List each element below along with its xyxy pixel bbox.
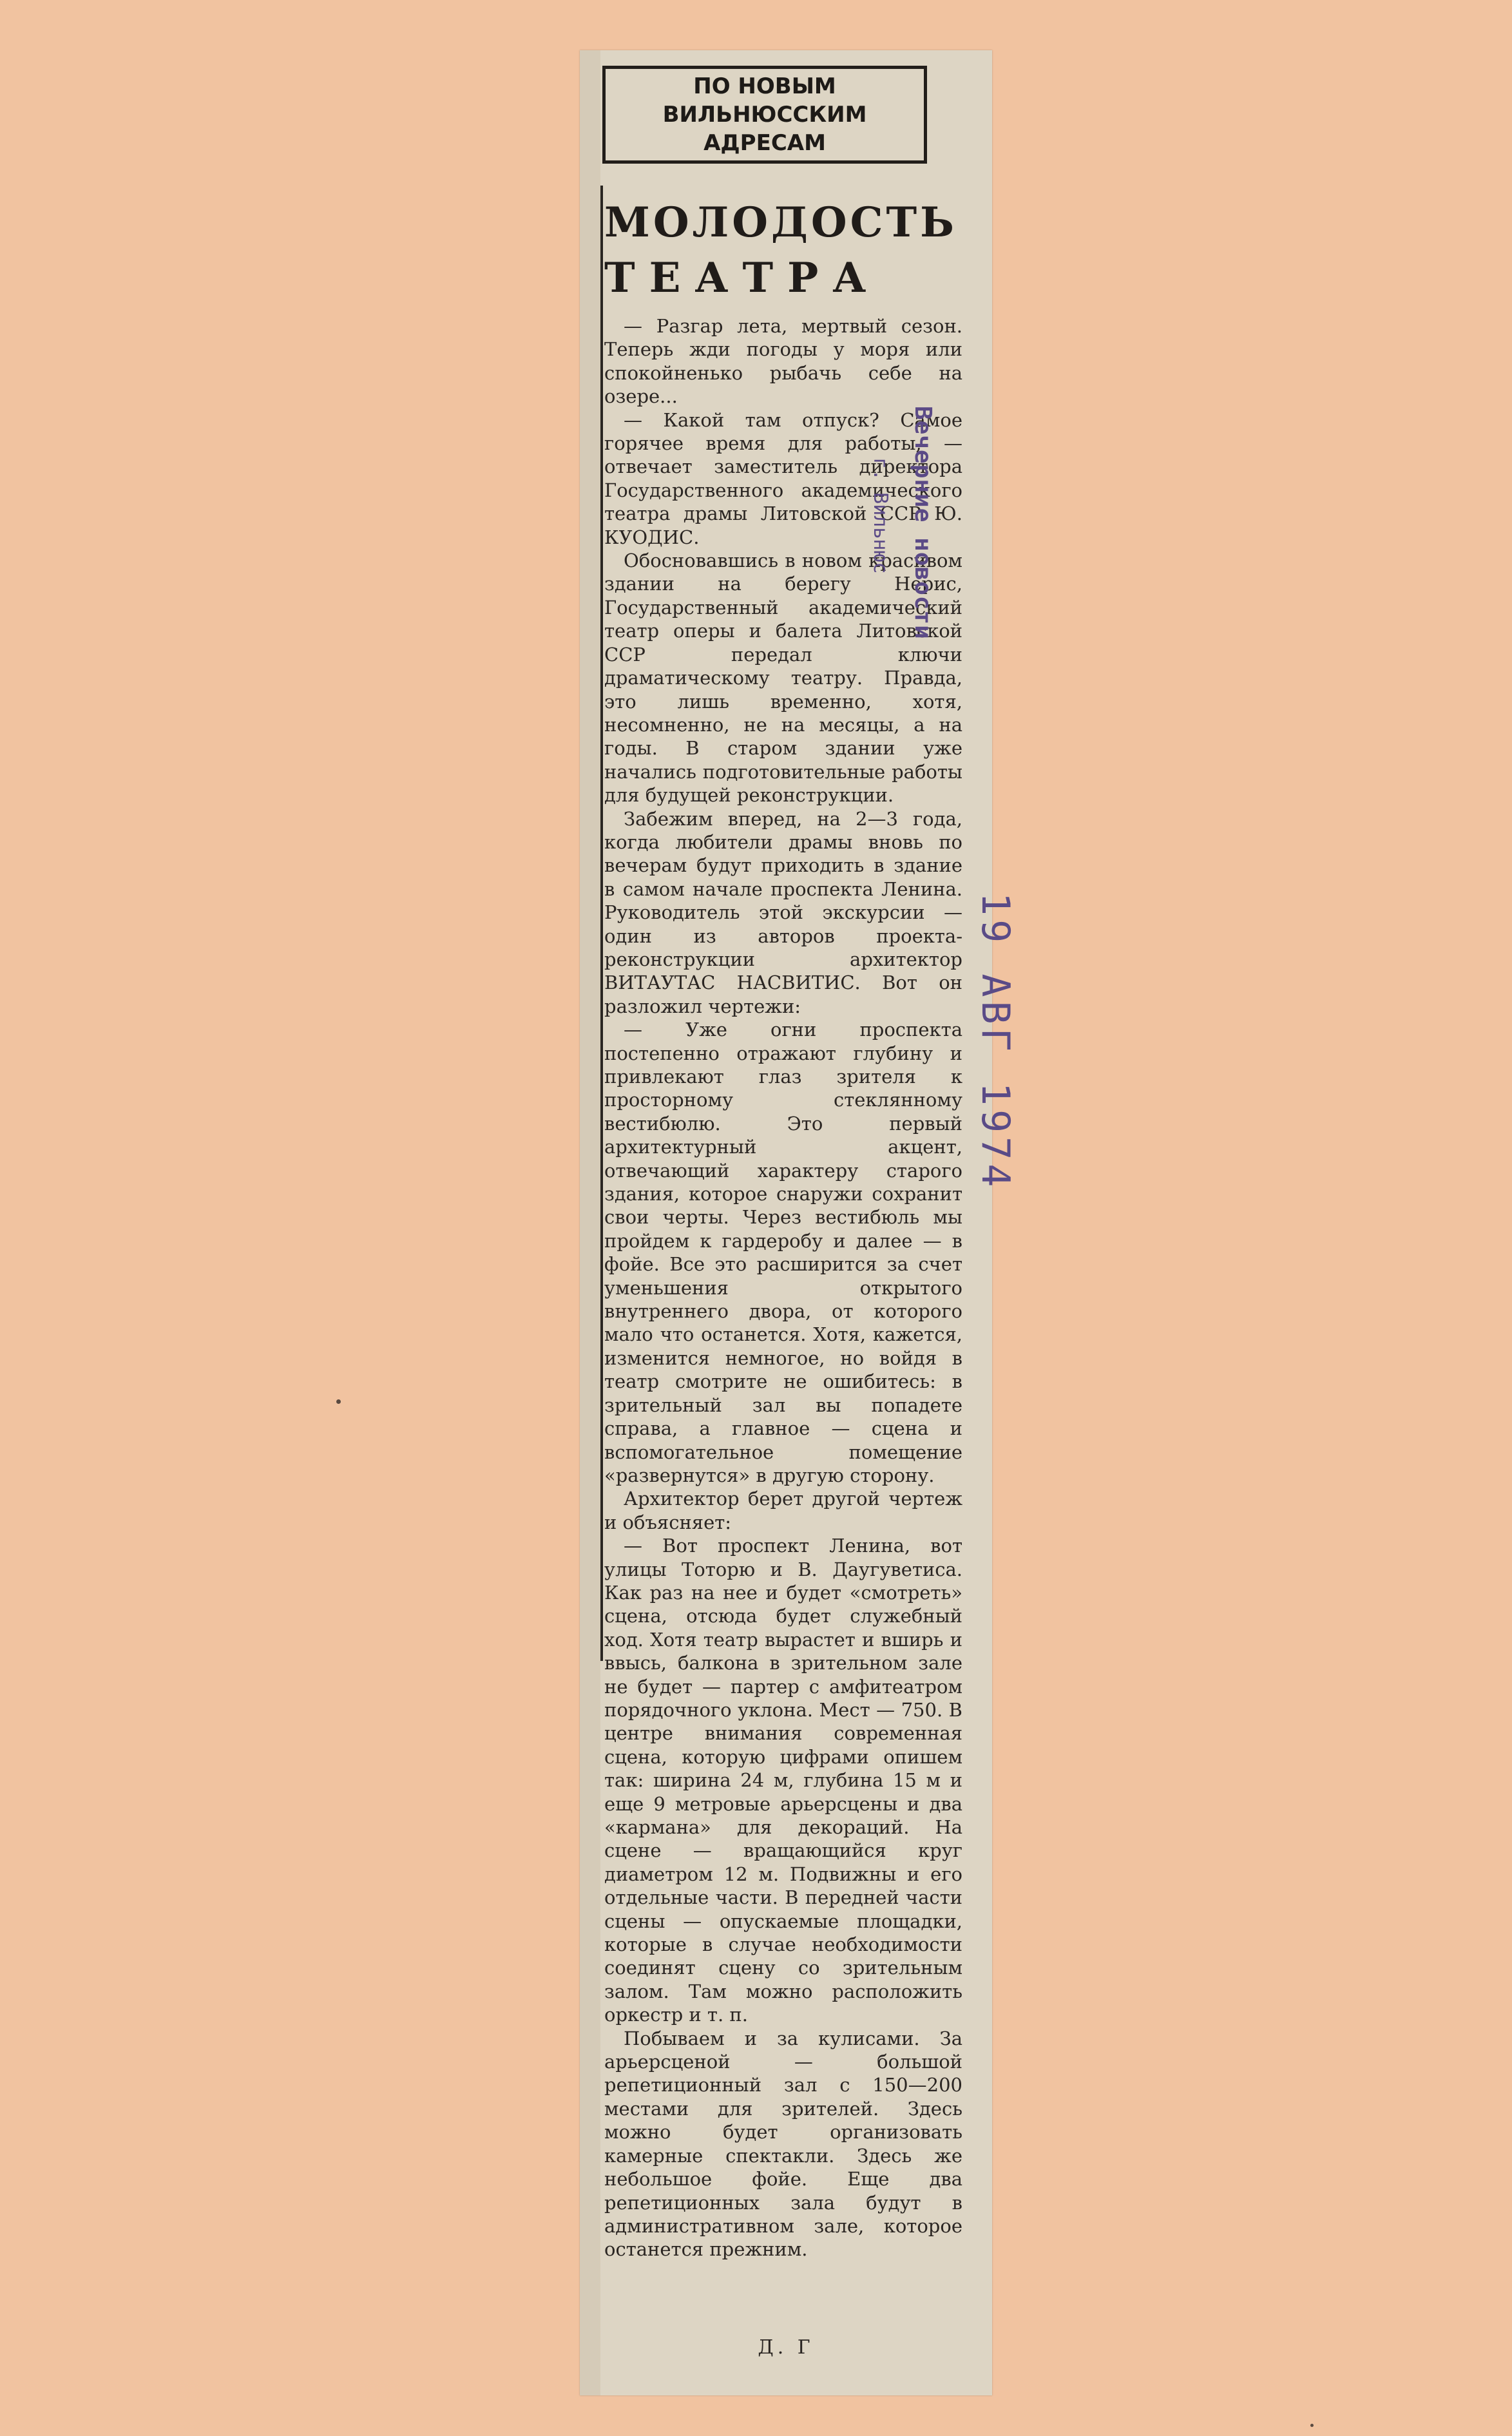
article-paragraph: — Разгар лета, мертвый сезон. Теперь жди погоды у моря или спокойненько рыбачь себе на озере... xyxy=(604,315,962,408)
clipping-margin-edge xyxy=(580,50,600,2395)
stamp-newspaper-name: Вечерние новости xyxy=(910,406,936,640)
stamp-city: г. Вильнюс xyxy=(869,457,892,574)
article-paragraph: Побываем и за кулисами. За арьерсценой — большой репетиционный зал с 150—200 местами для зрителей. Здесь можно будет организовать камерные спектакли. Здесь же небольшое фойе. Еще два репетиционных зала будут в административном зале, которое останется прежним. xyxy=(604,2027,962,2261)
newspaper-clipping xyxy=(580,50,992,2395)
column-rule xyxy=(600,186,603,1661)
article-paragraph: Архитектор берет другой чертеж и объясняет: xyxy=(604,1488,962,1533)
article-paragraph: — Уже огни проспекта постепенно отражают глубину и привлекают глаз зрителя к просторному стеклянному вестибюлю. Это первый архитектурный акцент, отвечающий характеру старого здания, которое снаружи сохранит свои черты. Через вестибюль мы пройдем к гардеробу и далее — в фойе. Все это расширится за счет уменьшения открытого внутреннего двора, от которого мало что останется. Хотя, кажется, изменится немногое, но войдя в театр смотрите не ошибитесь: в зрительный зал вы попадете справа, а главное — сцена и вспомогательное помещение «развернутся» в другую сторону. xyxy=(604,1019,962,1486)
author-signature: Д. Г xyxy=(758,2336,814,2359)
rubric-title: ПО НОВЫМ ВИЛЬНЮССКИМ АДРЕСАМ xyxy=(662,73,867,156)
article-paragraph: Забежим вперед, на 2—3 года, когда любители драмы вновь по вечерам будут приходить в здание в самом начале проспекта Ленина. Руководитель этой экскурсии — один из авторов проекта-реконструкции архитектор ВИТАУТАС НАСВИТИС. Вот он разложил чертежи: xyxy=(604,807,962,1017)
board-speck xyxy=(1310,2424,1314,2427)
board-speck xyxy=(336,1399,341,1404)
headline-line-1: МОЛОДОСТЬ xyxy=(604,198,957,247)
article-paragraph: — Вот проспект Ленина, вот улицы Тоторю и В. Даугуветиса. Как раз на нее и будет «смотреть» сцена, отсюда будет служебный ход. Хотя театр вырастет и вширь и ввысь, балкона в зрительном зале не будет — партер с амфитеатром порядочного уклона. Мест — 750. В центре внимания современная сцена, которую цифрами опишем так: ширина 24 м, глубина 15 м и еще 9 метровые арьерсцены и два «кармана» для декораций. На сцене — вращающийся круг диаметром 12 м. Подвижны и его отдельные части. В передней части сцены — опускаемые площадки, которые в случае необходимости соединят сцену со зрительным залом. Там можно расположить оркестр и т. п. xyxy=(604,1535,962,2026)
article-paragraph: — Какой там отпуск? Самое горячее время для работы, — отвечает заместитель директора Государственного академического театра драмы Литовской ССР Ю. КУОДИС. xyxy=(604,408,962,548)
rubric-box xyxy=(602,66,927,164)
article-headline xyxy=(604,197,965,308)
newspaper-source-stamp xyxy=(860,406,937,683)
headline-line-2: ТЕАТРА xyxy=(604,254,881,302)
article-paragraph: Обосновавшись в новом красивом здании на берегу Нерис, Государственный академический театр оперы и балета Литовской ССР передал ключи драматическому театру. Правда, это лишь временно, хотя, несомненно, не на месяцы, а на годы. В старом здании уже начались подготовительные работы для будущей реконструкции. xyxy=(604,550,962,807)
date-stamp: 19 АВГ 1974 xyxy=(973,892,1018,1191)
